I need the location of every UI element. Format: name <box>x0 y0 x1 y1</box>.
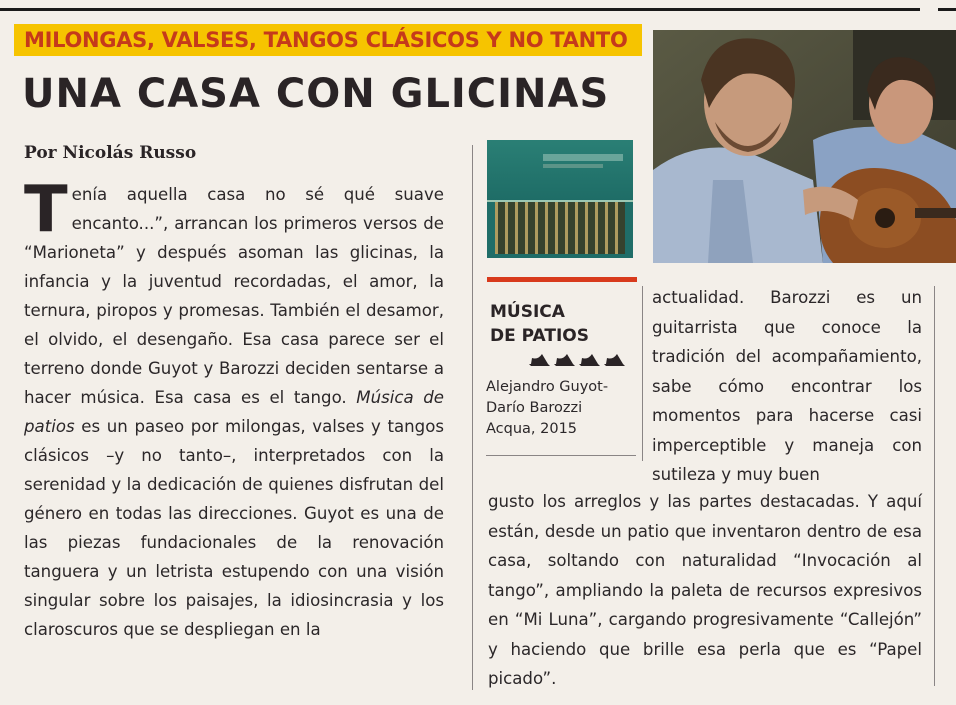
byline: Por Nicolás Russo <box>24 143 197 163</box>
credit-artists-2: Darío Barozzi <box>486 400 583 416</box>
article-body-column-1 <box>24 173 444 644</box>
drop-cap: T <box>24 173 68 247</box>
credit-artists-1: Alejandro Guyot- <box>486 379 609 395</box>
album-cover-image <box>487 140 633 258</box>
high-heel-shoe-icon <box>554 354 575 366</box>
column-divider-right <box>934 286 935 686</box>
sidebar-accent-bar <box>487 277 637 282</box>
sidebar-bottom-rule <box>486 455 636 456</box>
rating-shoes <box>528 348 628 368</box>
article-body-column-3: gusto los arreglos y las partes destacadas. Y aquí están, desde un patio que inventaron dentro de esa casa, soltando con naturalidad “Invocación al tango”, ampliando la paleta de recursos expresivos en “Mi Luna”, cargando progresivamente “Callejón” y haciendo que brille esa perla que es “Papel picado”. <box>488 492 922 688</box>
body-text-part-2: es un paseo por milongas, valses y tangos clásicos –y no tanto–, interpretados con la serenidad y la dedicación de quienes disfrutan del género en todas las direcciones. Guyot es una de las piezas fundacionales de la renovación tanguera y un letrista estupendo con una visión singular sobre los paisajes, la idiosincrasia y los claroscuros que se despliegan en la <box>24 417 444 639</box>
headline: UNA CASA CON GLICINAS <box>22 71 610 117</box>
article-body-column-2: actualidad. Barozzi es un guitarrista que conoce la tradición del acompañamiento, sabe cómo encontrar los momentos para hacerse casi imperceptible y maneja con sutileza y muy buen <box>652 288 922 484</box>
high-heel-shoe-icon <box>529 354 550 366</box>
sidebar-credits <box>486 377 646 440</box>
top-rule <box>0 8 920 11</box>
column-divider-1 <box>472 145 473 690</box>
musicians-photo <box>653 30 956 263</box>
high-heel-shoe-icon <box>579 354 600 366</box>
sidebar-album-title-line-2: DE PATIOS <box>490 326 589 346</box>
top-rule-right <box>938 8 956 11</box>
album-title-inline: Música de patios <box>24 388 444 436</box>
section-kicker: MILONGAS, VALSES, TANGOS CLÁSICOS Y NO TANTO <box>14 24 642 56</box>
credit-label-year: Acqua, 2015 <box>486 421 578 437</box>
high-heel-shoe-icon <box>604 354 625 366</box>
sidebar-album-title-line-1: MÚSICA <box>490 302 565 322</box>
sidebar-album-title <box>490 300 640 348</box>
body-text-part-1: enía aquella casa no sé qué suave encanto...”, arrancan los primeros versos de “Marioneta” y después asoman las glicinas, la infancia y la juventud recordadas, el amor, la ternura, piropos y promesas. También el desamor, el olvido, el desengaño. Esa casa parece ser el terreno donde Guyot y Barozzi deciden sentarse a hacer música. Esa casa es el tango. <box>24 185 444 407</box>
